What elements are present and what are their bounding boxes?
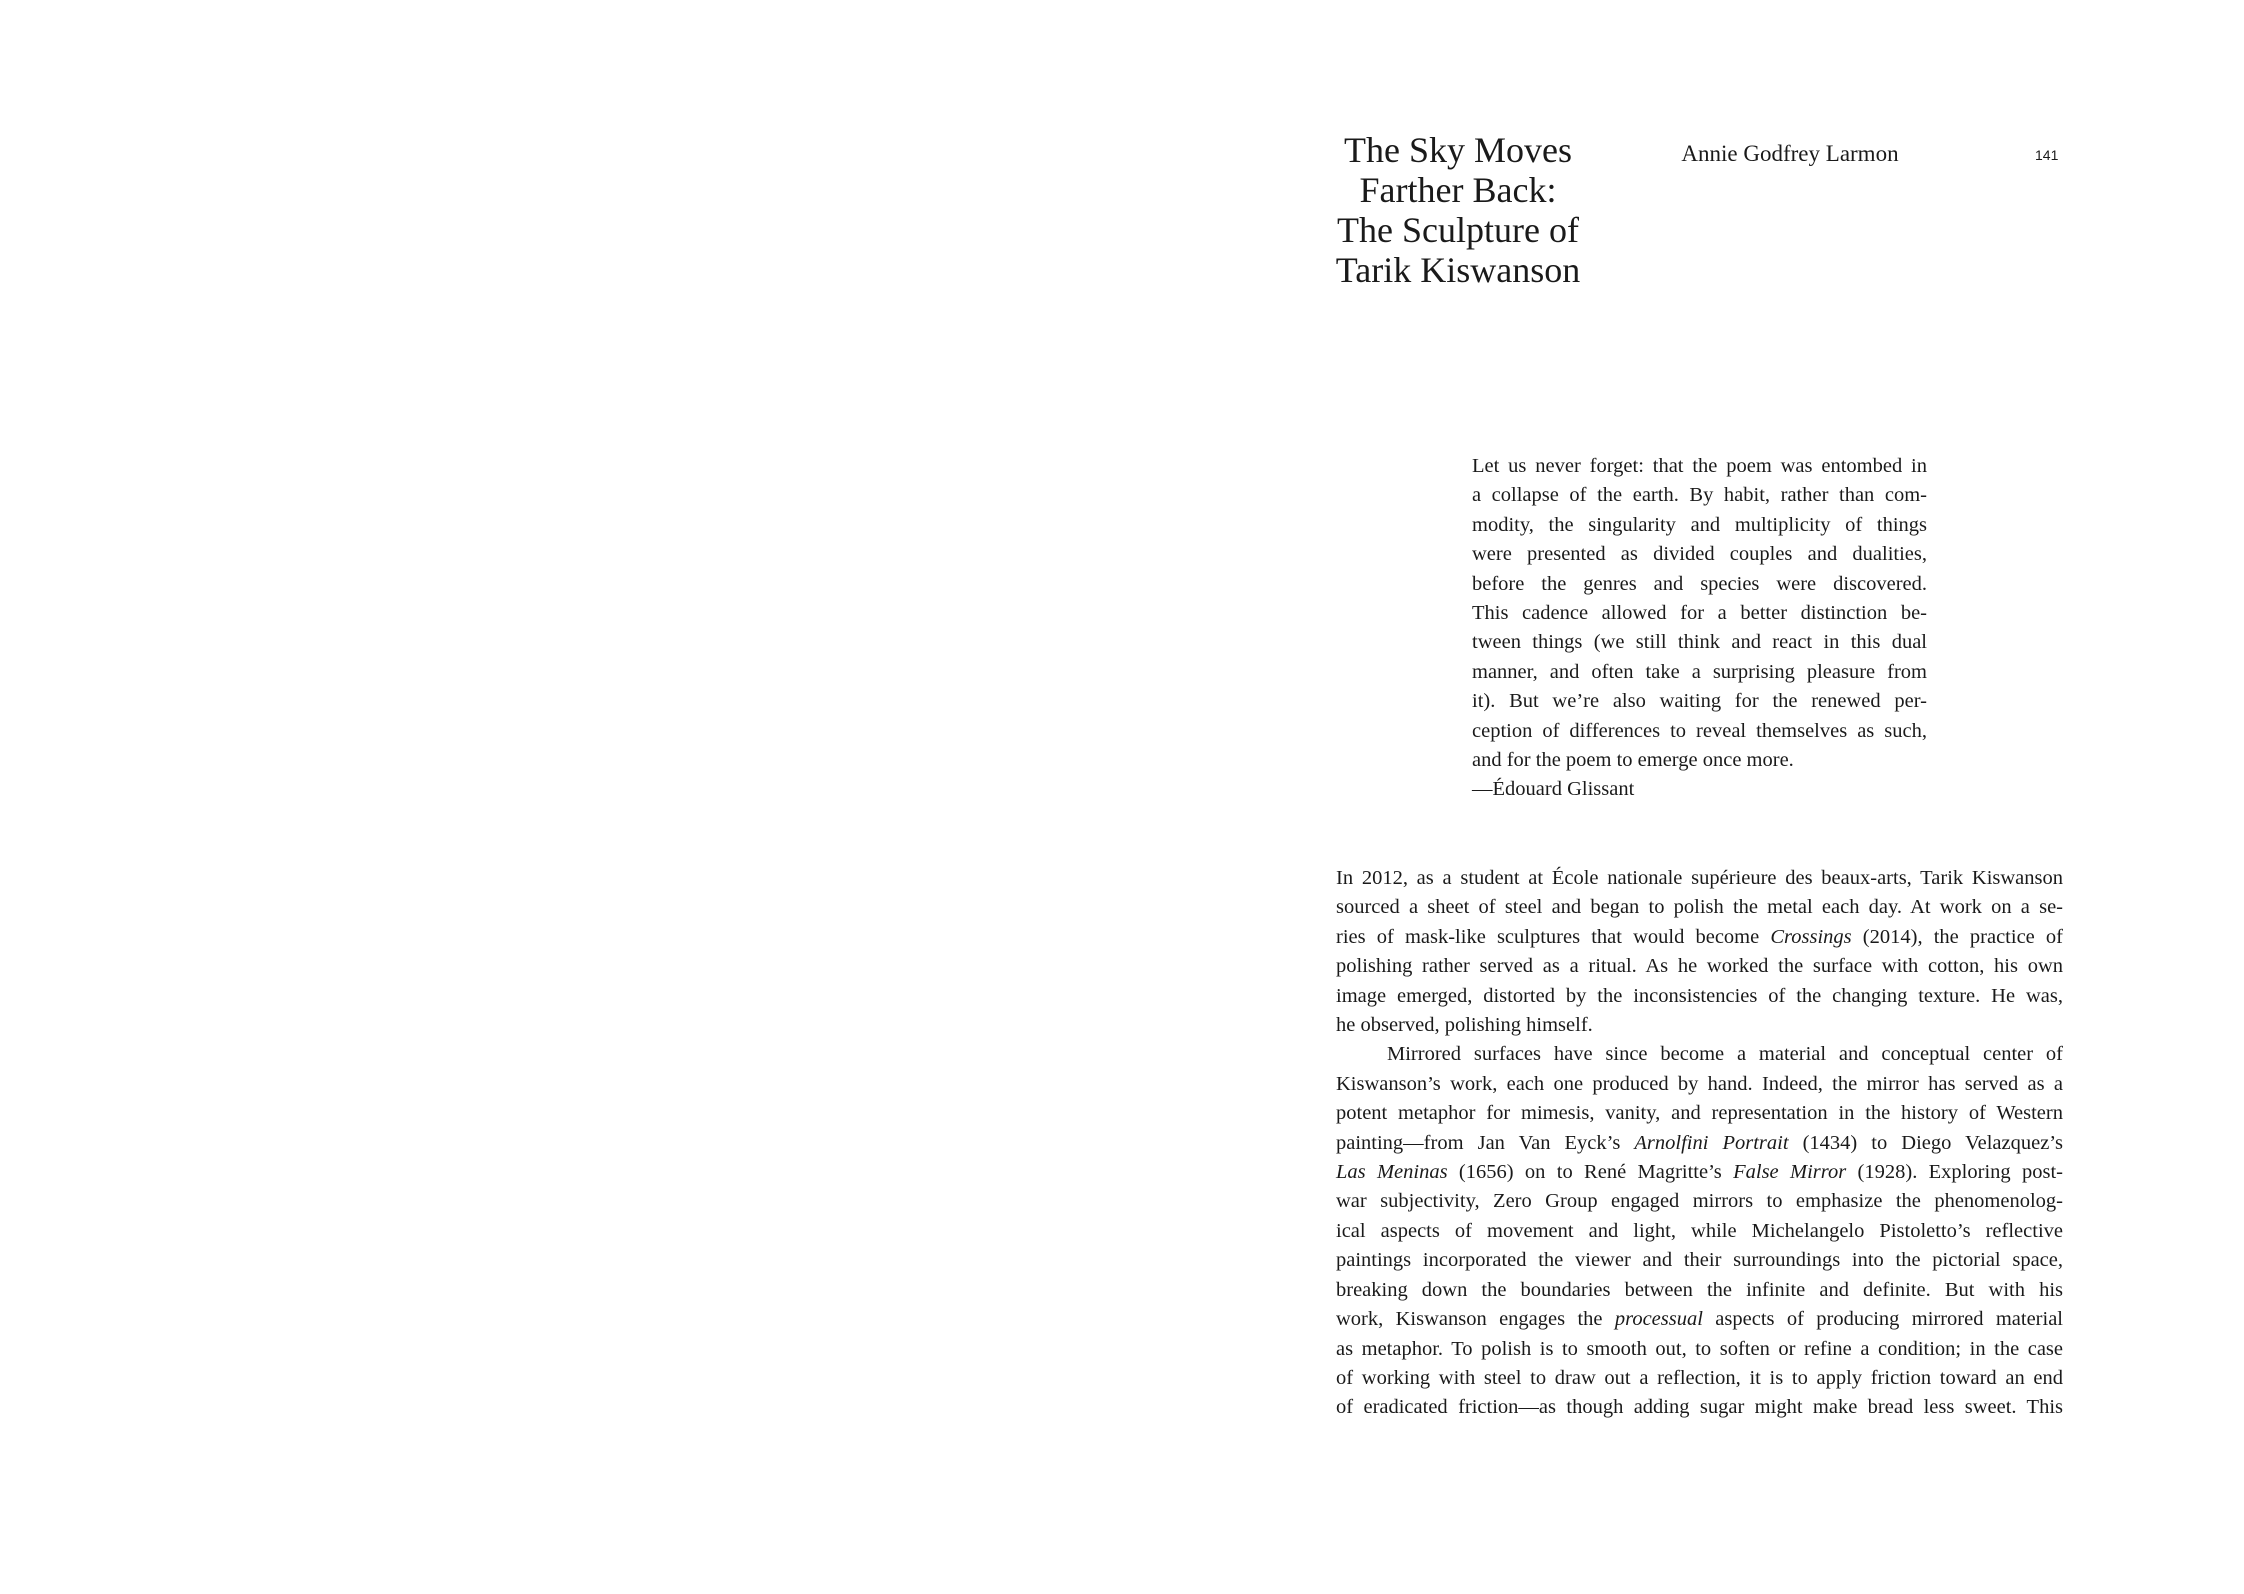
text-run: Mirrored surfaces have since become a material and conceptual center of	[1387, 1043, 2063, 1066]
epigraph-line: before the genres and species were discovered.	[1472, 572, 1927, 595]
text-run: (1434) to Diego Velazquez’s	[1788, 1131, 2063, 1154]
epigraph-line: it). But we’re also waiting for the renewed per-	[1472, 690, 1927, 713]
body-paragraph	[1336, 864, 2063, 1040]
body-line	[1336, 1011, 2063, 1040]
epigraph-line: ception of differences to reveal themselves as such,	[1472, 719, 1927, 742]
text-run: In 2012, as a student at École nationale supérieure des beaux-arts, Tarik Kiswanson	[1336, 867, 2063, 889]
author-name: Annie Godfrey Larmon	[1681, 141, 1899, 166]
text-run: potent metaphor for mimesis, vanity, and representation in the history of Western	[1336, 1102, 2063, 1125]
body-line	[1336, 1246, 2063, 1275]
epigraph-line: manner, and often take a surprising pleasure from	[1472, 660, 1927, 683]
body-line	[1336, 952, 2063, 981]
italic-title: False Mirror	[1733, 1161, 1847, 1184]
title-line: Tarik Kiswanson	[1335, 250, 1581, 290]
text-run: of working with steel to draw out a reflection, it is to apply friction toward an end	[1336, 1366, 2063, 1389]
text-run: polishing rather served as a ritual. As he worked the surface with cotton, his own	[1336, 955, 2063, 978]
text-run: image emerged, distorted by the inconsistencies of the changing texture. He was,	[1336, 984, 2063, 1007]
text-run: (1656) on to René Magritte’s	[1447, 1161, 1734, 1184]
epigraph-line: tween things (we still think and react in this dual	[1472, 631, 1927, 654]
text-run: work, Kiswanson engages the	[1336, 1308, 1615, 1331]
body-line	[1336, 923, 2063, 952]
epigraph-attribution: —Édouard Glissant	[1472, 778, 1635, 801]
italic-title: Las Meninas	[1336, 1161, 1448, 1184]
italic-title: Crossings	[1770, 925, 1852, 948]
body-line	[1336, 982, 2063, 1011]
text-run: war subjectivity, Zero Group engaged mirrors to emphasize the phenomenolog-	[1336, 1190, 2063, 1213]
epigraph-line: Let us never forget: that the poem was entombed in	[1472, 455, 1927, 477]
text-run: ical aspects of movement and light, while Michelangelo Pistoletto’s reflective	[1336, 1219, 2063, 1242]
epigraph-line: modity, the singularity and multiplicity of things	[1472, 513, 1927, 536]
body-line	[1336, 1335, 2063, 1364]
text-run: Kiswanson’s work, each one produced by hand. Indeed, the mirror has served as a	[1336, 1072, 2063, 1095]
page-number: 141	[2035, 147, 2059, 163]
body-line	[1336, 1070, 2063, 1099]
body-line	[1336, 864, 2063, 893]
italic-title: Arnolfini Portrait	[1634, 1131, 1789, 1154]
article-title	[1318, 130, 1598, 290]
text-run: (2014), the practice of	[1851, 925, 2063, 948]
text-run: of eradicated friction—as though adding sugar might make bread less sweet. This	[1336, 1396, 2063, 1419]
text-run: paintings incorporated the viewer and their surroundings into the pictorial space,	[1336, 1249, 2063, 1272]
text-run: (1928). Exploring post-	[1846, 1161, 2063, 1184]
body-line	[1336, 1187, 2063, 1216]
body-line	[1336, 1364, 2063, 1393]
body-line	[1336, 1305, 2063, 1334]
epigraph-line: a collapse of the earth. By habit, rather than com-	[1472, 484, 1927, 507]
body-paragraph	[1336, 1040, 2063, 1422]
text-run: painting—from Jan Van Eyck’s	[1336, 1131, 1635, 1154]
text-run: he observed, polishing himself.	[1336, 1014, 1593, 1037]
title-line: Farther Back:	[1359, 170, 1557, 210]
body-line	[1336, 1217, 2063, 1246]
text-run: breaking down the boundaries between the infinite and definite. But with his	[1336, 1278, 2063, 1301]
epigraph	[1472, 452, 1927, 805]
body-line	[1336, 893, 2063, 922]
title-line: The Sky Moves	[1344, 130, 1572, 170]
body-line	[1336, 1158, 2063, 1187]
epigraph-line: This cadence allowed for a better distinction be-	[1472, 602, 1927, 625]
text-run: sourced a sheet of steel and began to polish the metal each day. At work on a se-	[1336, 896, 2063, 919]
body-line	[1336, 1393, 2063, 1422]
text-run: as metaphor. To polish is to smooth out, to soften or refine a condition; in the case	[1336, 1337, 2063, 1360]
body-line	[1336, 1276, 2063, 1305]
italic-title: processual	[1614, 1308, 1703, 1331]
body-text	[1336, 864, 2063, 1423]
epigraph-line: were presented as divided couples and dualities,	[1472, 543, 1927, 566]
body-line	[1336, 1099, 2063, 1128]
text-run: ries of mask-like sculptures that would become	[1336, 925, 1771, 948]
body-line	[1336, 1040, 2063, 1069]
body-line	[1336, 1129, 2063, 1158]
text-run: aspects of producing mirrored material	[1702, 1308, 2063, 1331]
epigraph-line: and for the poem to emerge once more.	[1472, 749, 1794, 772]
title-line: The Sculpture of	[1337, 210, 1579, 250]
